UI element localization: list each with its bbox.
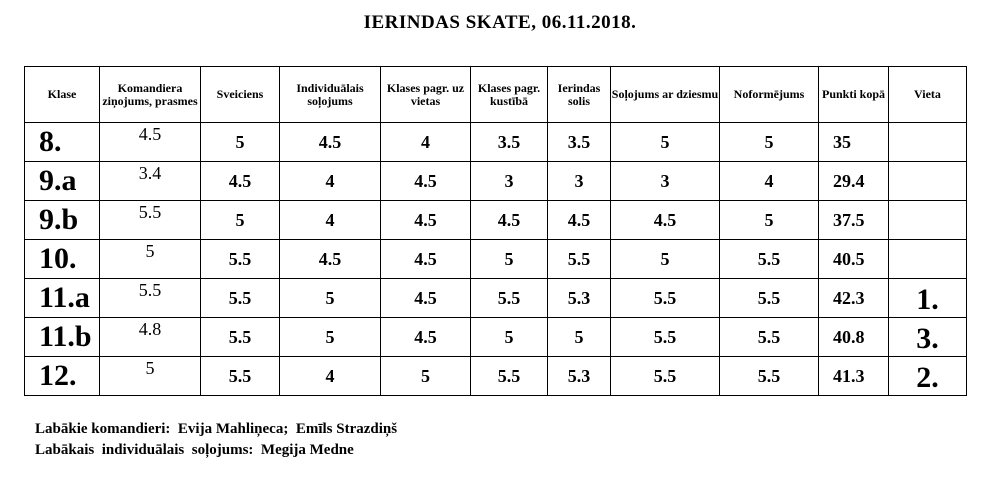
score-cell: 5.5 [611, 279, 720, 318]
table-row [25, 201, 967, 240]
score-cell: 5.5 [720, 240, 819, 279]
best-individual-note: Labākais individuālais soļojums: Megija Medne [35, 442, 354, 458]
score-cell: 5 [471, 240, 548, 279]
score-cell: 5 [280, 318, 381, 357]
score-cell: 5 [100, 357, 201, 396]
score-cell: 3 [611, 162, 720, 201]
class-name-cell: 12. [25, 357, 100, 396]
score-cell: 5.3 [548, 357, 611, 396]
score-cell: 4.5 [381, 279, 471, 318]
score-cell: 5.5 [548, 240, 611, 279]
score-cell: 5 [381, 357, 471, 396]
column-header: Sveiciens [201, 67, 280, 123]
score-cell: 5 [548, 318, 611, 357]
score-cell: 4.5 [381, 240, 471, 279]
table-row [25, 240, 967, 279]
column-header: Komandiera ziņojums, prasmes [100, 67, 201, 123]
score-cell: 5 [201, 201, 280, 240]
score-cell: 4 [280, 162, 381, 201]
score-cell: 5.5 [100, 201, 201, 240]
score-cell: 5.5 [720, 318, 819, 357]
score-cell: 4 [280, 357, 381, 396]
page-title: IERINDAS SKATE, 06.11.2018. [363, 12, 637, 33]
score-cell: 5 [280, 279, 381, 318]
score-cell: 5.5 [471, 357, 548, 396]
score-cell: 5.5 [720, 279, 819, 318]
score-cell: 5 [100, 240, 201, 279]
class-name-cell: 11.b [25, 318, 100, 357]
score-cell: 5 [201, 123, 280, 162]
score-cell: 5.3 [548, 279, 611, 318]
table-row [25, 162, 967, 201]
best-commanders-note: Labākie komandieri: Evija Mahliņeca; Emīls Strazdiņš [35, 421, 398, 437]
score-cell: 3.5 [548, 123, 611, 162]
column-header: Individuālais soļojums [280, 67, 381, 123]
score-cell: 5 [471, 318, 548, 357]
score-cell: 4.5 [201, 162, 280, 201]
score-cell: 5.5 [471, 279, 548, 318]
score-cell: 5 [720, 123, 819, 162]
class-name-cell: 8. [25, 123, 100, 162]
place-cell: 3. [889, 318, 967, 357]
column-header: Klases pagr. kustībā [471, 67, 548, 123]
results-table [24, 66, 967, 396]
score-cell: 4.5 [381, 162, 471, 201]
score-cell: 4.5 [548, 201, 611, 240]
score-cell: 5.5 [201, 318, 280, 357]
score-cell: 4.5 [100, 123, 201, 162]
score-cell: 4.5 [381, 318, 471, 357]
column-header: Klase [25, 67, 100, 123]
table-row [25, 357, 967, 396]
table-row [25, 123, 967, 162]
total-points-cell: 40.8 [819, 318, 889, 357]
class-name-cell: 9.a [25, 162, 100, 201]
score-cell: 5 [611, 240, 720, 279]
score-cell: 4.5 [381, 201, 471, 240]
score-cell: 4.8 [100, 318, 201, 357]
column-header: Vieta [889, 67, 967, 123]
total-points-cell: 35 [819, 123, 889, 162]
column-header: Ierindas solis [548, 67, 611, 123]
score-cell: 4.5 [471, 201, 548, 240]
total-points-cell: 40.5 [819, 240, 889, 279]
score-cell: 5.5 [611, 357, 720, 396]
score-cell: 4.5 [280, 240, 381, 279]
score-cell: 4 [280, 201, 381, 240]
table-header-row [25, 67, 967, 123]
class-name-cell: 9.b [25, 201, 100, 240]
place-cell: 1. [889, 279, 967, 318]
score-cell: 5.5 [100, 279, 201, 318]
column-header: Noformējums [720, 67, 819, 123]
place-cell [889, 162, 967, 201]
total-points-cell: 42.3 [819, 279, 889, 318]
column-header: Soļojums ar dziesmu [611, 67, 720, 123]
place-cell [889, 201, 967, 240]
score-cell: 3.5 [471, 123, 548, 162]
score-cell: 5.5 [611, 318, 720, 357]
score-cell: 3 [548, 162, 611, 201]
score-cell: 4.5 [280, 123, 381, 162]
class-name-cell: 10. [25, 240, 100, 279]
score-cell: 4 [720, 162, 819, 201]
column-header: Klases pagr. uz vietas [381, 67, 471, 123]
score-cell: 5 [720, 201, 819, 240]
total-points-cell: 37.5 [819, 201, 889, 240]
place-cell: 2. [889, 357, 967, 396]
table-row [25, 279, 967, 318]
total-points-cell: 29.4 [819, 162, 889, 201]
table-body [25, 123, 967, 396]
score-cell: 3 [471, 162, 548, 201]
class-name-cell: 11.a [25, 279, 100, 318]
score-cell: 3.4 [100, 162, 201, 201]
place-cell [889, 123, 967, 162]
score-cell: 5.5 [201, 240, 280, 279]
column-header: Punkti kopā [819, 67, 889, 123]
notes [35, 419, 397, 461]
score-cell: 5.5 [201, 357, 280, 396]
score-cell: 5.5 [201, 279, 280, 318]
score-cell: 4.5 [611, 201, 720, 240]
table-row [25, 318, 967, 357]
place-cell [889, 240, 967, 279]
score-cell: 5 [611, 123, 720, 162]
score-cell: 5.5 [720, 357, 819, 396]
score-cell: 4 [381, 123, 471, 162]
total-points-cell: 41.3 [819, 357, 889, 396]
